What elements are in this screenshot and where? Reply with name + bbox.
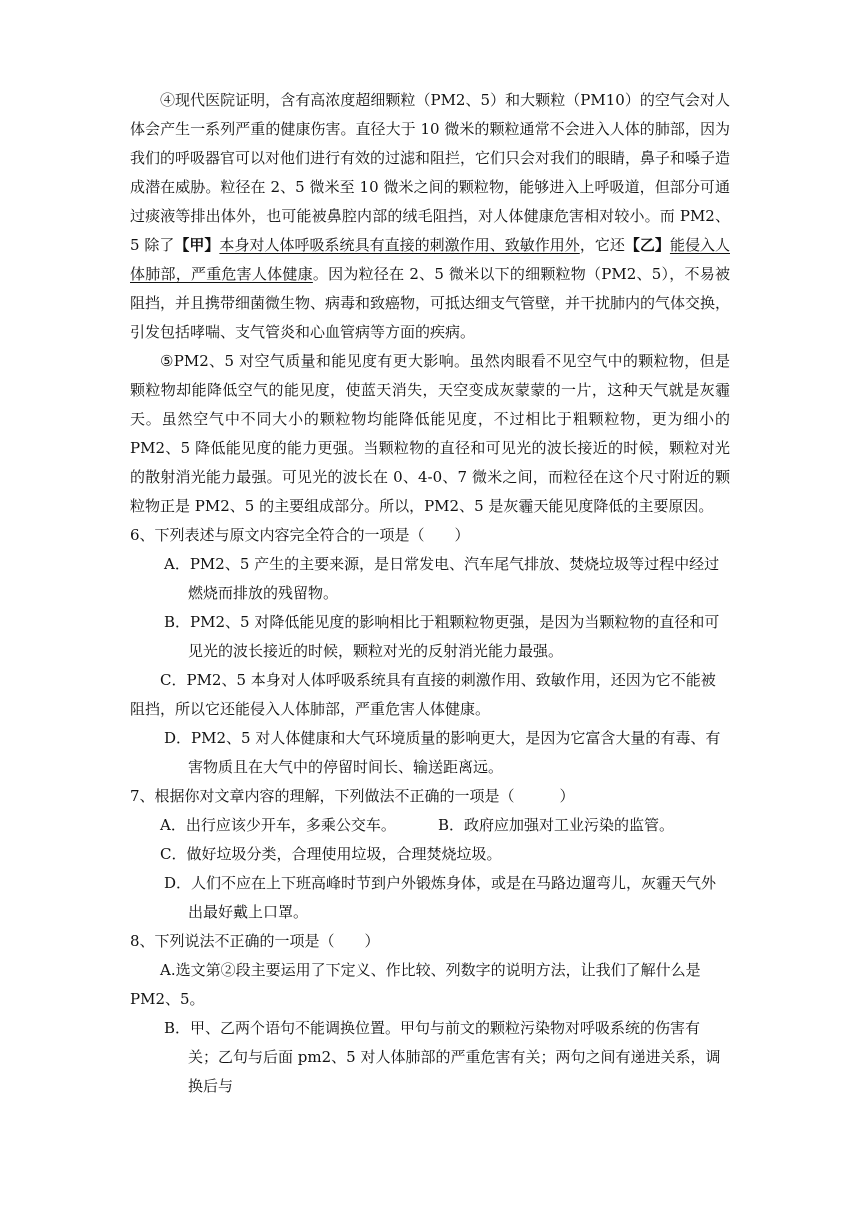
question-7-option-a: A．出行应该少开车，多乘公交车。 xyxy=(160,816,396,834)
question-8-option-a: A.选文第②段主要运用了下定义、作比较、列数字的说明方法，让我们了解什么是 PM2、5。 xyxy=(130,961,701,1008)
question-7-stem: 7、根据你对文章内容的理解，下列做法不正确的一项是（ ） xyxy=(130,787,575,805)
question-6-option-b: B．PM2、5 对降低能见度的影响相比于粗颗粒物更强，是因为当颗粒物的直径和可见光的波长接近的时候，颗粒对光的反射消光能力最强。 xyxy=(164,613,720,660)
question-7-option-c: C．做好垃圾分类，合理使用垃圾，合理焚烧垃圾。 xyxy=(160,845,502,863)
question-8-stem: 8、下列说法不正确的一项是（ ） xyxy=(130,932,380,950)
question-6-option-d: D．PM2、5 对人体健康和大气环境质量的影响更大，是因为它富含大量的有毒、有害物质且在大气中的停留时间长、输送距离远。 xyxy=(164,729,721,776)
paragraph-5: ⑤PM2、5 对空气质量和能见度有更大影响。虽然肉眼看不见空气中的颗粒物，但是颗粒物却能降低空气的能见度，使蓝天消失，天空变成灰蒙蒙的一片，这种天气就是灰霾天。虽然空气中不同大小的颗粒物均能降低能见度，不过相比于粗颗粒物，更为细小的 PM2、5 降低能见度的能力更强。当颗粒物的直径和可见光的波长接近的时候，颗粒对光的散射消光能力最强。可见光的波长在 0、4-0、7 微米之间，而粒径在这个尺寸附近的颗粒物正是 PM2、5 的主要组成部分。所以，PM2、5 是灰霾天能见度降低的主要原因。 xyxy=(130,352,730,515)
sentence-jia: 本身对人体呼吸系统具有直接的刺激作用、致敏作用外 xyxy=(219,236,580,254)
document-page xyxy=(130,86,730,1101)
sentence-yi: 能侵入人体肺部，严重危害人体健康 xyxy=(130,236,730,283)
paragraph-4-text-a: ④现代医院证明，含有高浓度超细颗粒（PM2、5）和大颗粒（PM10）的空气会对人体会产生一系列严重的健康伤害。直径大于 10 微米的颗粒通常不会进入人体的肺部，因为我们的呼吸器官可以对他们进行有效的过滤和阻拦，它们只会对我们的眼睛，鼻子和嗓子造成潜在威胁。粒径在 2、5 微米至 10 微米之间的颗粒物，能够进入上呼吸道，但部分可通过痰液等排出体外，也可能被鼻腔内部的绒毛阻挡，对人体健康危害相对较小。而 PM2、5 除了 xyxy=(130,91,731,254)
marker-jia: 【甲】 xyxy=(174,236,220,254)
question-7-option-b: B．政府应加强对工业污染的监管。 xyxy=(438,816,675,834)
question-6-option-c: C．PM2、5 本身对人体呼吸系统具有直接的刺激作用、致敏作用，还因为它不能被阻挡，所以它还能侵入人体肺部，严重危害人体健康。 xyxy=(130,671,716,718)
question-7-options-ab xyxy=(130,811,730,840)
paragraph-4-text-mid: ，它还 xyxy=(579,236,625,254)
question-6-option-a: A．PM2、5 产生的主要来源，是日常发电、汽车尾气排放、焚烧垃圾等过程中经过燃烧而排放的残留物。 xyxy=(164,555,720,602)
question-8-option-b: B．甲、乙两个语句不能调换位置。甲句与前文的颗粒污染物对呼吸系统的伤害有关；乙句与后面 pm2、5 对人体肺部的严重危害有关；两句之间有递进关系，调换后与 xyxy=(164,1019,721,1095)
paragraph-4-text-b: 。因为粒径在 2、5 微米以下的细颗粒物（PM2、5），不易被阻挡，并且携带细菌微生物、病毒和致癌物，可抵达细支气管壁，并干扰肺内的气体交换，引发包括哮喘、支气管炎和心血管病等方面的疾病。 xyxy=(130,265,731,341)
question-7-option-d: D．人们不应在上下班高峰时节到户外锻炼身体，或是在马路边遛弯儿，灰霾天气外出最好戴上口罩。 xyxy=(164,874,717,921)
question-6-stem: 6、下列表述与原文内容完全符合的一项是（ ） xyxy=(130,526,470,544)
paragraph-4 xyxy=(130,86,730,347)
marker-yi: 【乙】 xyxy=(624,236,670,254)
